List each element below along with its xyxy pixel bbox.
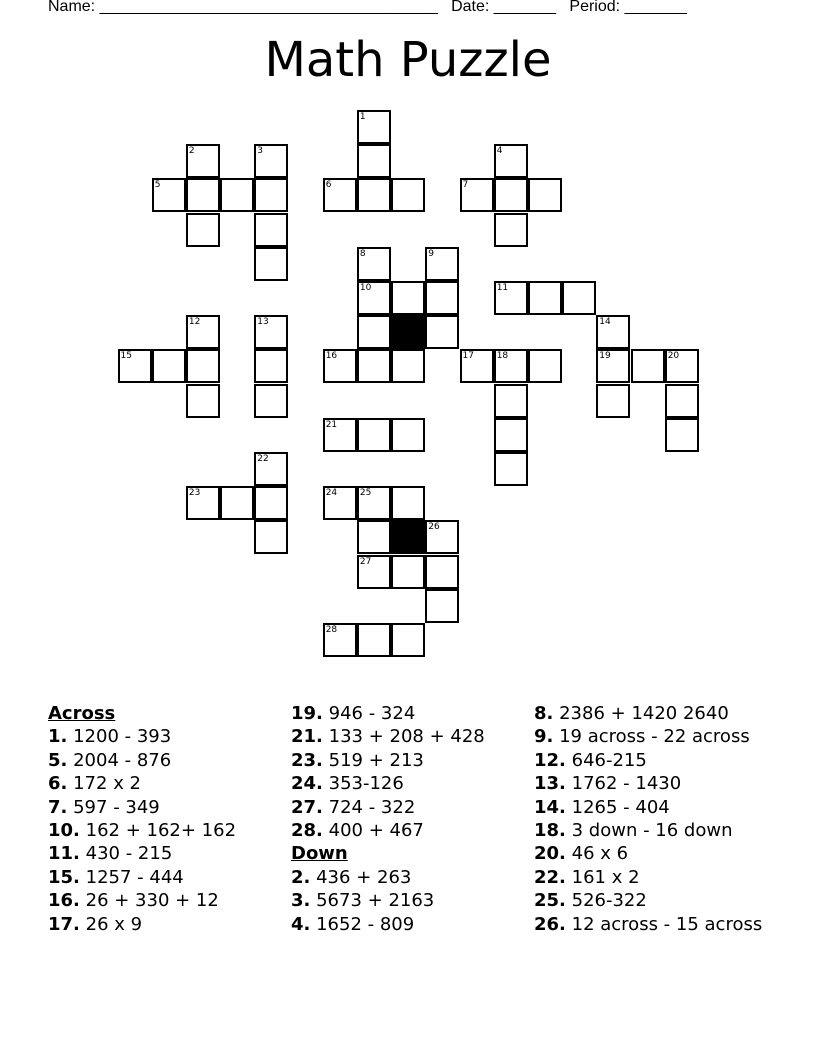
grid-cell[interactable] [186, 144, 220, 178]
down-clue [534, 796, 762, 819]
across-clue [48, 725, 236, 748]
clue-number: 24 [325, 488, 338, 499]
clue-text: 430 - 215 [85, 843, 173, 865]
grid-cell[interactable] [357, 520, 391, 554]
clue-text: 162 + 162+ 162 [85, 820, 237, 842]
grid-cell[interactable] [357, 555, 391, 589]
grid-cell[interactable] [323, 486, 357, 520]
grid-cell[interactable] [357, 144, 391, 178]
grid-cell[interactable] [254, 349, 288, 383]
page-title: Math Puzzle [264, 32, 552, 88]
grid-cell[interactable] [425, 247, 459, 281]
clue-number: 19 [599, 351, 611, 362]
clue-text: 436 + 263 [316, 866, 412, 888]
across-clue [291, 749, 485, 772]
clue-label-number: 1. [48, 726, 68, 748]
down-clue [534, 913, 762, 936]
down-clue [534, 842, 762, 865]
clue-number: 10 [359, 283, 372, 293]
clue-text: 526-322 [571, 890, 647, 912]
grid-cell[interactable] [357, 110, 391, 144]
grid-cell[interactable] [254, 452, 288, 486]
clue-number: 9 [428, 248, 435, 259]
grid-cell[interactable] [357, 315, 391, 349]
clue-text: 646-215 [571, 749, 647, 771]
clue-text: 1652 - 809 [316, 913, 415, 935]
clue-label-number: 14. [534, 796, 566, 818]
down-clue [534, 702, 762, 725]
clue-number: 26 [428, 522, 440, 533]
grid-cell[interactable] [425, 281, 459, 315]
grid-cell[interactable] [254, 520, 288, 554]
down-heading: Down [291, 843, 348, 865]
clue-text: 1762 - 1430 [571, 773, 682, 795]
clue-text: 353-126 [328, 773, 404, 795]
grid-cell[interactable] [186, 315, 220, 349]
clue-number: 21 [325, 419, 338, 430]
clue-number: 1 [359, 112, 366, 122]
clue-label-number: 11. [48, 843, 80, 865]
grid-cell[interactable] [391, 178, 425, 212]
grid-cell[interactable] [425, 520, 459, 554]
grid-cell[interactable] [494, 281, 528, 315]
clue-label-number: 10. [48, 820, 80, 842]
clue-number: 4 [496, 146, 503, 157]
across-heading: Across [48, 703, 116, 724]
across-clue [291, 725, 485, 748]
clue-text: 12 across - 15 across [571, 913, 763, 935]
clue-number: 27 [359, 556, 372, 567]
down-clue [534, 749, 762, 772]
grid-cell[interactable] [391, 486, 425, 520]
name-label: Name: [48, 0, 96, 15]
across-clue [291, 702, 485, 725]
clue-label-number: 19. [291, 703, 323, 724]
grid-cell[interactable] [357, 247, 391, 281]
clue-number: 6 [325, 180, 332, 191]
clue-number: 11 [496, 283, 509, 293]
clue-label-number: 7. [48, 796, 68, 818]
clue-label-number: 23. [291, 749, 323, 771]
grid-cell[interactable] [425, 555, 459, 589]
clue-label-number: 27. [291, 796, 323, 818]
clue-number: 16 [325, 351, 338, 362]
grid-cell[interactable] [494, 452, 528, 486]
clue-label-number: 5. [48, 749, 68, 771]
clue-number: 23 [188, 488, 201, 499]
clue-number: 8 [359, 248, 366, 259]
clue-label-number: 15. [48, 866, 80, 888]
clue-number: 2 [188, 146, 195, 157]
across-clue [48, 913, 236, 936]
grid-cell[interactable] [254, 384, 288, 418]
grid-cell[interactable] [186, 213, 220, 247]
grid-cell[interactable] [254, 144, 288, 178]
date-label: Date: [451, 0, 490, 15]
clue-label-number: 21. [291, 726, 323, 748]
black-square [391, 315, 425, 349]
grid-cell[interactable] [186, 349, 220, 383]
clue-text: 19 across - 22 across [559, 726, 750, 748]
clue-label-number: 12. [534, 749, 566, 771]
across-clue [291, 819, 485, 842]
clue-label-number: 24. [291, 773, 323, 795]
down-clue [534, 725, 762, 748]
grid-cell[interactable] [665, 418, 699, 452]
grid-cell[interactable] [665, 349, 699, 383]
grid-cell[interactable] [528, 281, 562, 315]
grid-cell[interactable] [186, 384, 220, 418]
grid-cell[interactable] [220, 486, 254, 520]
grid-cell[interactable] [152, 349, 186, 383]
date-blank[interactable]: _______ [493, 0, 557, 15]
clue-text: 724 - 322 [328, 796, 416, 818]
grid-cell[interactable] [391, 555, 425, 589]
black-square [391, 520, 425, 554]
across-clue [48, 819, 236, 842]
grid-cell[interactable] [596, 384, 630, 418]
grid-cell[interactable] [460, 349, 494, 383]
clue-text: 133 + 208 + 428 [328, 726, 485, 748]
grid-cell[interactable] [528, 178, 562, 212]
clue-text: 2386 + 1420 2640 [559, 703, 729, 724]
across-clue [48, 772, 236, 795]
clue-label-number: 17. [48, 913, 80, 935]
clue-number: 18 [496, 351, 509, 362]
grid-cell[interactable] [254, 247, 288, 281]
clue-column-3 [534, 702, 762, 936]
clue-label-number: 16. [48, 890, 80, 912]
grid-cell[interactable] [323, 349, 357, 383]
grid-cell[interactable] [391, 281, 425, 315]
grid-cell[interactable] [357, 486, 391, 520]
grid-cell[interactable] [254, 213, 288, 247]
clue-text: 26 x 9 [85, 913, 143, 935]
down-clue [291, 866, 485, 889]
clue-number: 3 [257, 146, 264, 157]
clue-text: 1265 - 404 [571, 796, 670, 818]
across-clue [48, 749, 236, 772]
grid-cell[interactable] [357, 281, 391, 315]
clue-label-number: 9. [534, 726, 554, 748]
grid-cell[interactable] [494, 418, 528, 452]
clue-label-number: 3. [291, 890, 311, 912]
grid-cell[interactable] [357, 349, 391, 383]
grid-cell[interactable] [494, 178, 528, 212]
clue-number: 13 [257, 317, 269, 328]
grid-cell[interactable] [391, 418, 425, 452]
clue-text: 161 x 2 [571, 866, 640, 888]
grid-cell[interactable] [494, 213, 528, 247]
down-clue [534, 819, 762, 842]
grid-cell[interactable] [494, 384, 528, 418]
clue-text: 5673 + 2163 [316, 890, 435, 912]
grid-cell[interactable] [494, 349, 528, 383]
down-clue [534, 889, 762, 912]
across-clue [48, 842, 236, 865]
across-clue [291, 796, 485, 819]
grid-cell[interactable] [357, 178, 391, 212]
grid-cell[interactable] [152, 178, 186, 212]
grid-cell[interactable] [254, 178, 288, 212]
clue-text: 46 x 6 [571, 843, 629, 865]
grid-cell[interactable] [357, 623, 391, 657]
clue-number: 5 [154, 180, 161, 191]
clue-number: 17 [462, 351, 474, 362]
grid-cell[interactable] [254, 486, 288, 520]
grid-cell[interactable] [425, 315, 459, 349]
clue-number: 28 [325, 625, 338, 635]
grid-cell[interactable] [323, 178, 357, 212]
down-clue [534, 772, 762, 795]
clue-label-number: 22. [534, 866, 566, 888]
across-clue [48, 889, 236, 912]
grid-cell[interactable] [186, 178, 220, 212]
period-blank[interactable]: _______ [624, 0, 687, 15]
grid-cell[interactable] [596, 315, 630, 349]
grid-cell[interactable] [186, 486, 220, 520]
down-clue [291, 913, 485, 936]
grid-cell[interactable] [391, 623, 425, 657]
down-clue [534, 866, 762, 889]
grid-cell[interactable] [596, 349, 630, 383]
clue-number: 25 [359, 488, 372, 499]
clue-number: 12 [188, 317, 201, 328]
clue-label-number: 26. [534, 913, 566, 935]
grid-cell[interactable] [323, 623, 357, 657]
clue-column-1 [48, 702, 236, 936]
clue-number: 15 [120, 351, 132, 362]
down-clue [291, 889, 485, 912]
grid-cell[interactable] [357, 418, 391, 452]
clue-column-2 [291, 702, 485, 936]
clue-label-number: 8. [534, 703, 554, 724]
grid-cell[interactable] [460, 178, 494, 212]
clue-text: 946 - 324 [328, 703, 416, 724]
clue-number: 7 [462, 180, 469, 191]
grid-cell[interactable] [562, 281, 596, 315]
grid-cell[interactable] [425, 589, 459, 623]
clue-text: 172 x 2 [73, 773, 142, 795]
grid-cell[interactable] [254, 315, 288, 349]
clue-text: 3 down - 16 down [571, 820, 733, 842]
across-clue [48, 866, 236, 889]
clue-text: 26 + 330 + 12 [85, 890, 219, 912]
clue-text: 597 - 349 [73, 796, 160, 818]
across-clue [48, 796, 236, 819]
clue-number: 14 [599, 317, 611, 328]
grid-cell[interactable] [528, 349, 562, 383]
grid-cell[interactable] [391, 349, 425, 383]
clue-label-number: 25. [534, 890, 566, 912]
clue-label-number: 28. [291, 820, 323, 842]
grid-cell[interactable] [494, 144, 528, 178]
clue-label-number: 18. [534, 820, 566, 842]
clue-text: 1257 - 444 [85, 866, 184, 888]
clue-text: 519 + 213 [328, 749, 424, 771]
grid-cell[interactable] [118, 349, 152, 383]
period-label: Period: [569, 0, 621, 15]
clue-label-number: 13. [534, 773, 566, 795]
name-blank[interactable]: ______________________________________ [99, 0, 438, 15]
grid-cell[interactable] [665, 384, 699, 418]
grid-cell[interactable] [631, 349, 665, 383]
across-clue [291, 772, 485, 795]
clue-label-number: 20. [534, 843, 566, 865]
clue-number: 22 [257, 454, 269, 464]
clue-label-number: 4. [291, 913, 311, 935]
clue-text: 2004 - 876 [73, 749, 172, 771]
clue-label-number: 6. [48, 773, 68, 795]
clue-text: 400 + 467 [328, 820, 424, 842]
clue-number: 20 [667, 351, 680, 362]
clue-label-number: 2. [291, 866, 311, 888]
grid-cell[interactable] [220, 178, 254, 212]
grid-cell[interactable] [323, 418, 357, 452]
clue-text: 1200 - 393 [73, 726, 172, 748]
